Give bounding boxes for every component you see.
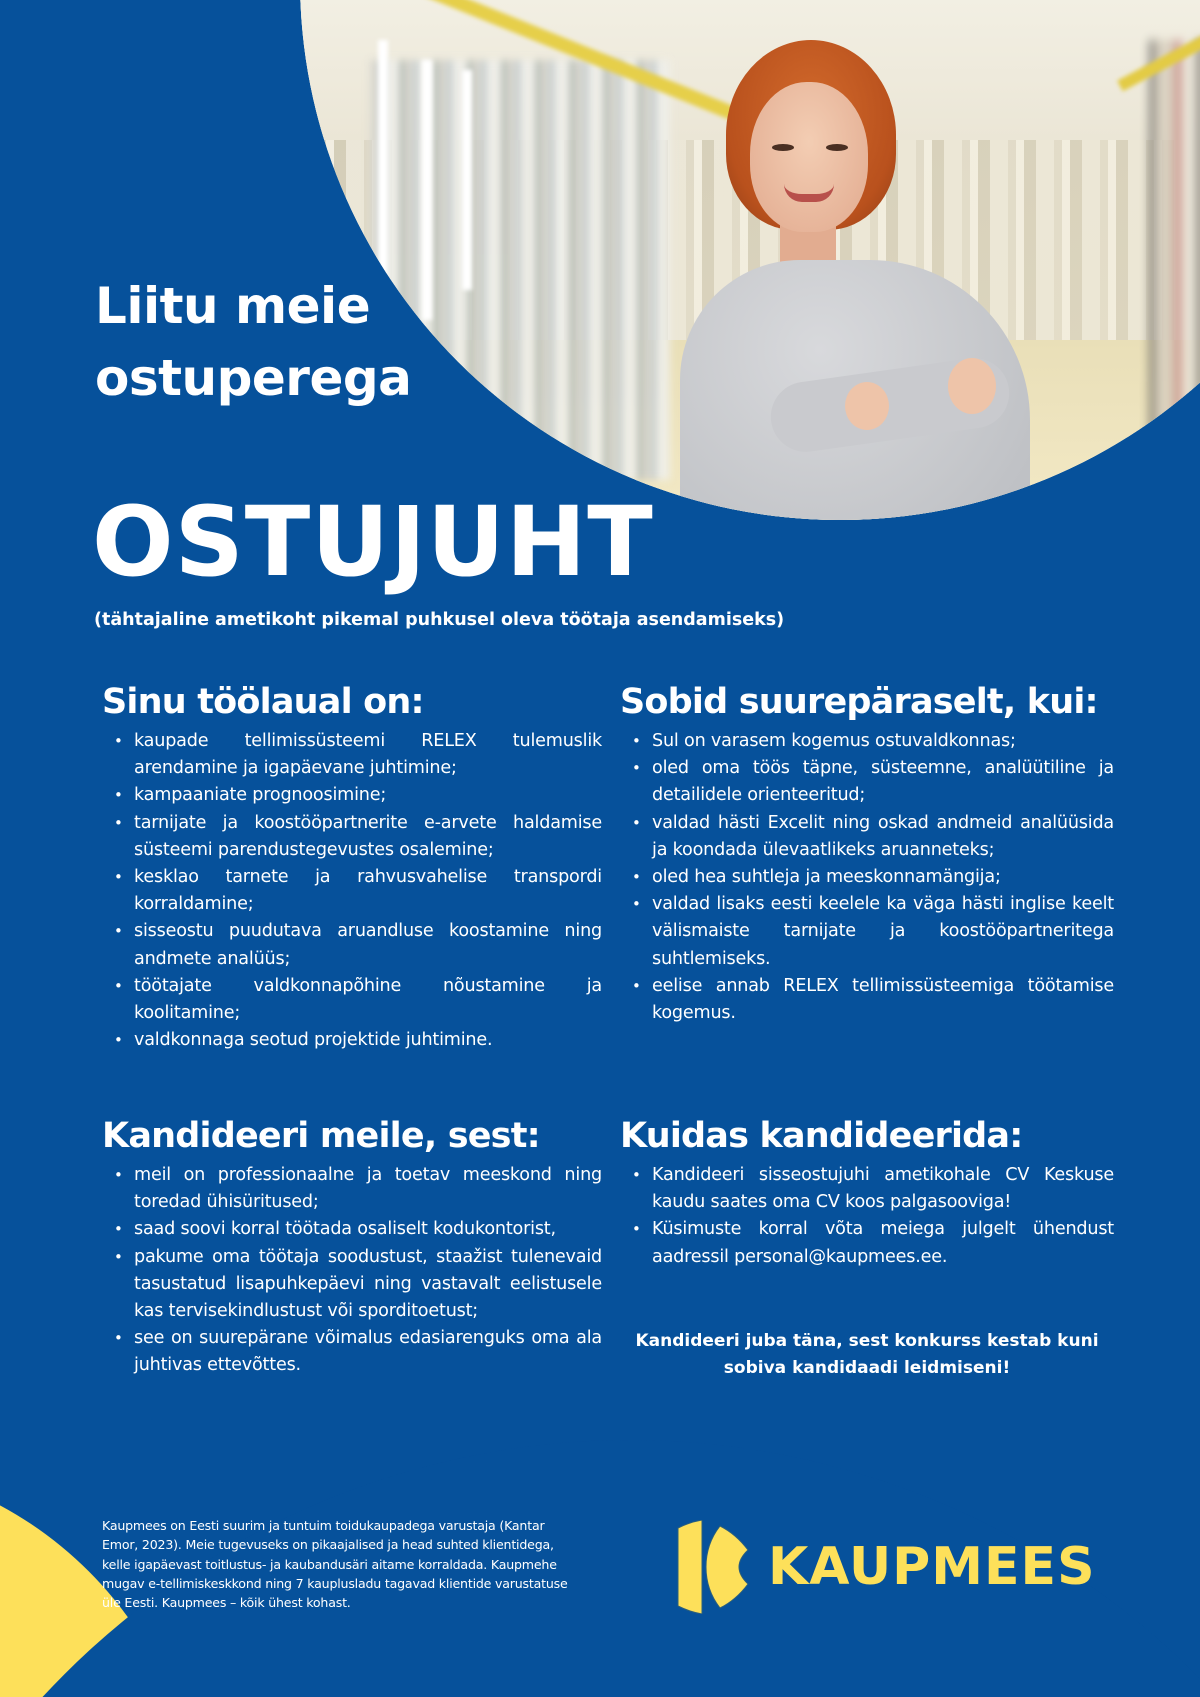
list-item: • pakume oma töötaja soodustust, staažist tulenevaid tasustatud lisapuhkepäevi ning vastavalt eelistusele kas tervisekindlustust või sporditoetust; bbox=[102, 1244, 602, 1326]
tagline bbox=[95, 270, 411, 414]
cta-line-2: sobiva kandidaadi leidmiseni! bbox=[723, 1358, 1011, 1378]
list-item: • valdad lisaks eesti keelele ka väga hästi inglise keelt välismaiste tarnijate ja koostööpartneritega suhtlemiseks. bbox=[620, 891, 1114, 973]
section-heading: Sobid suurepäraselt, kui: bbox=[620, 682, 1098, 722]
list-item: • valdad hästi Excelit ning oskad andmeid analüüsida ja koondada ülevaatlikeks aruanneteks; bbox=[620, 810, 1114, 864]
section-heading: Kandideeri meile, sest: bbox=[102, 1116, 540, 1156]
shelves-left bbox=[370, 60, 670, 480]
list-item: • oled oma töös täpne, süsteemne, analüütiline ja detailidele orienteeritud; bbox=[620, 755, 1114, 809]
smiling-employee bbox=[680, 40, 1040, 520]
list-item: • kaupade tellimissüsteemi RELEX tulemuslik arendamine ja igapäevane juhtimine; bbox=[102, 728, 602, 782]
list-item: • Sul on varasem kogemus ostuvaldkonnas; bbox=[620, 728, 1114, 755]
hand bbox=[948, 358, 996, 414]
list-item: • valdkonnaga seotud projektide juhtimine. bbox=[102, 1027, 602, 1054]
job-title: OSTUJUHT bbox=[92, 486, 654, 598]
how-to-apply-list bbox=[620, 1162, 1114, 1271]
list-item: • sisseostu puudutava aruandluse koostamine ning andmete analüüs; bbox=[102, 918, 602, 972]
list-item: • kesklao tarnete ja rahvusvahelise transpordi korraldamine; bbox=[102, 864, 602, 918]
kaupmees-k-logo-icon bbox=[676, 1520, 752, 1614]
list-item: • oled hea suhtleja ja meeskonnamängija; bbox=[620, 864, 1114, 891]
list-item: • see on suurepärane võimalus edasiarenguks oma ala juhtivas ettevõttes. bbox=[102, 1325, 602, 1379]
face bbox=[750, 82, 868, 232]
list-item: • Küsimuste korral võta meiega julgelt ühendust aadressil personal@kaupmees.ee. bbox=[620, 1216, 1114, 1270]
list-item: • saad soovi korral töötada osaliselt kodukontorist, bbox=[102, 1216, 602, 1243]
benefits-list bbox=[102, 1162, 602, 1380]
hand bbox=[845, 382, 889, 430]
job-subtitle: (tähtajaline ametikoht pikemal puhkusel oleva töötaja asendamiseks) bbox=[94, 610, 785, 630]
hero-photo bbox=[300, 0, 1200, 520]
section-how-to-apply bbox=[620, 1114, 1114, 1271]
company-description: Kaupmees on Eesti suurim ja tuntuim toidukaupadega varustaja (Kantar Emor, 2023). Meie tugevuseks on pikaajalised ja head suhted klientidega, kelle igapäevast toitlustus- ja kaubandusäri aitame korraldada. Kaupmehe mugav e-tellimiskeskkond ning 7 kauplusladu tagavad klientide varustatuse üle Eesti. Kaupmees – kõik ühest kohast. bbox=[102, 1518, 568, 1611]
call-to-action bbox=[620, 1328, 1114, 1382]
section-requirements bbox=[620, 680, 1114, 1027]
logo-wordmark: KAUPMEES bbox=[768, 1537, 1096, 1597]
section-responsibilities bbox=[102, 680, 602, 1054]
eye bbox=[772, 144, 794, 151]
light-bar bbox=[462, 70, 472, 290]
eye bbox=[826, 144, 848, 151]
list-item: • tarnijate ja koostööpartnerite e-arvete haldamise süsteemi parendustegevustes osalemine; bbox=[102, 810, 602, 864]
requirements-list bbox=[620, 728, 1114, 1027]
list-item: • eelise annab RELEX tellimissüsteemiga töötamise kogemus. bbox=[620, 973, 1114, 1027]
light-bar bbox=[422, 60, 432, 320]
kaupmees-logo bbox=[676, 1520, 1116, 1614]
list-item: • kampaaniate prognoosimine; bbox=[102, 782, 602, 809]
list-item: • meil on professionaalne ja toetav meeskond ning toredad ühisüritused; bbox=[102, 1162, 602, 1216]
list-item: • Kandideeri sisseostujuhi ametikohale CV Keskuse kaudu saates oma CV koos palgasooviga! bbox=[620, 1162, 1114, 1216]
responsibilities-list bbox=[102, 728, 602, 1054]
cta-line-1: Kandideeri juba täna, sest konkurss kestab kuni bbox=[635, 1331, 1099, 1351]
list-item: • töötajate valdkonnapõhine nõustamine ja koolitamine; bbox=[102, 973, 602, 1027]
section-heading: Kuidas kandideerida: bbox=[620, 1116, 1023, 1156]
shelves-right bbox=[1150, 40, 1200, 460]
tagline-line-2: ostuperega bbox=[95, 349, 412, 407]
tagline-line-1: Liitu meie bbox=[95, 277, 371, 335]
section-benefits bbox=[102, 1114, 602, 1380]
section-heading: Sinu töölaual on: bbox=[102, 682, 424, 722]
